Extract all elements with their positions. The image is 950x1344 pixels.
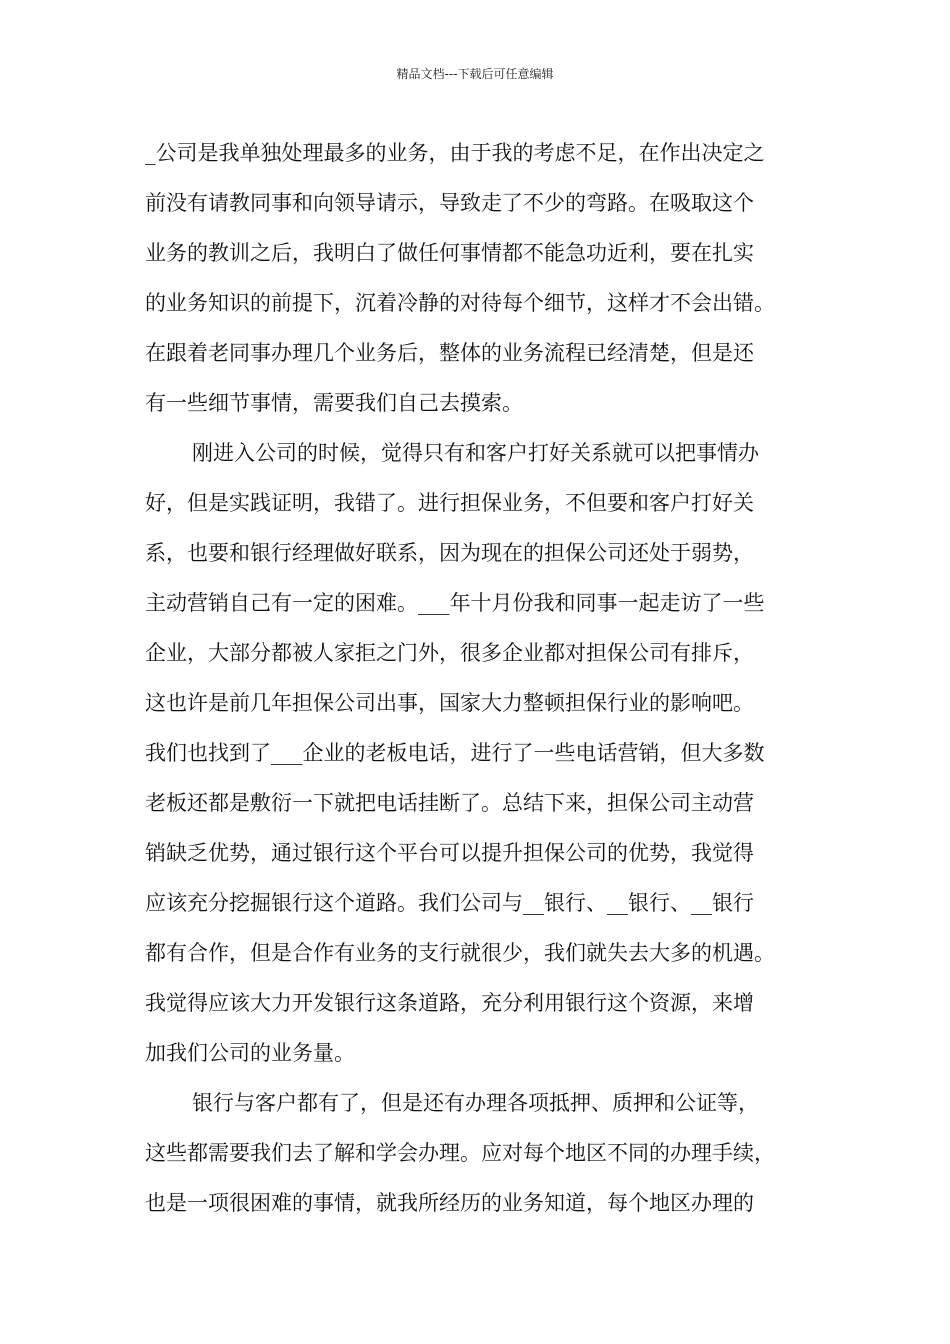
text-line: 这也许是前几年担保公司出事，国家大力整顿担保行业的影响吧。 (145, 691, 754, 715)
text-line: 加我们公司的业务量。 (145, 1041, 355, 1065)
text-line: 主动营销自己有一定的困难。___年十月份我和同事一起走访了一些 (145, 591, 765, 615)
text-line: 这些都需要我们去了解和学会办理。应对每个地区不同的办理手续， (145, 1141, 775, 1165)
text-line: 的业务知识的前提下，沉着冷静的对待每个细节，这样才不会出错。 (145, 291, 775, 315)
text-line: 业务的教训之后，我明白了做任何事情都不能急功近利，要在扎实 (145, 241, 754, 265)
text-line: 也是一项很困难的事情，就我所经历的业务知道，每个地区办理的 (145, 1191, 754, 1215)
text-line: 我觉得应该大力开发银行这条道路，充分利用银行这个资源，来增 (145, 991, 754, 1015)
text-line: 有一些细节事情，需要我们自己去摸索。 (145, 391, 523, 415)
text-line: 老板还都是敷衍一下就把电话挂断了。总结下来，担保公司主动营 (145, 791, 754, 815)
paragraph-start-line: 银行与客户都有了，但是还有办理各项抵押、质押和公证等， (192, 1091, 759, 1115)
text-line: 前没有请教同事和向领导请示，导致走了不少的弯路。在吸取这个 (145, 191, 754, 215)
text-line: 应该充分挖掘银行这个道路。我们公司与__银行、__银行、__银行 (145, 891, 754, 915)
text-line: 企业，大部分都被人家拒之门外，很多企业都对担保公司有排斥， (145, 641, 754, 665)
text-line: _公司是我单独处理最多的业务，由于我的考虑不足，在作出决定之 (145, 141, 765, 165)
document-body (145, 128, 820, 1228)
text-line: 我们也找到了___企业的老板电话，进行了一些电话营销，但大多数 (145, 741, 765, 765)
text-line: 好，但是实践证明，我错了。进行担保业务，不但要和客户打好关 (145, 491, 754, 515)
text-line: 都有合作，但是合作有业务的支行就很少，我们就失去大多的机遇。 (145, 941, 775, 965)
text-line: 销缺乏优势，通过银行这个平台可以提升担保公司的优势，我觉得 (145, 841, 754, 865)
page-header: 精品文档---下载后可任意编辑 (396, 67, 554, 81)
text-line: 在跟着老同事办理几个业务后，整体的业务流程已经清楚，但是还 (145, 341, 754, 365)
text-line: 系，也要和银行经理做好联系，因为现在的担保公司还处于弱势， (145, 541, 754, 565)
paragraph-start-line: 刚进入公司的时候，觉得只有和客户打好关系就可以把事情办 (192, 441, 759, 465)
